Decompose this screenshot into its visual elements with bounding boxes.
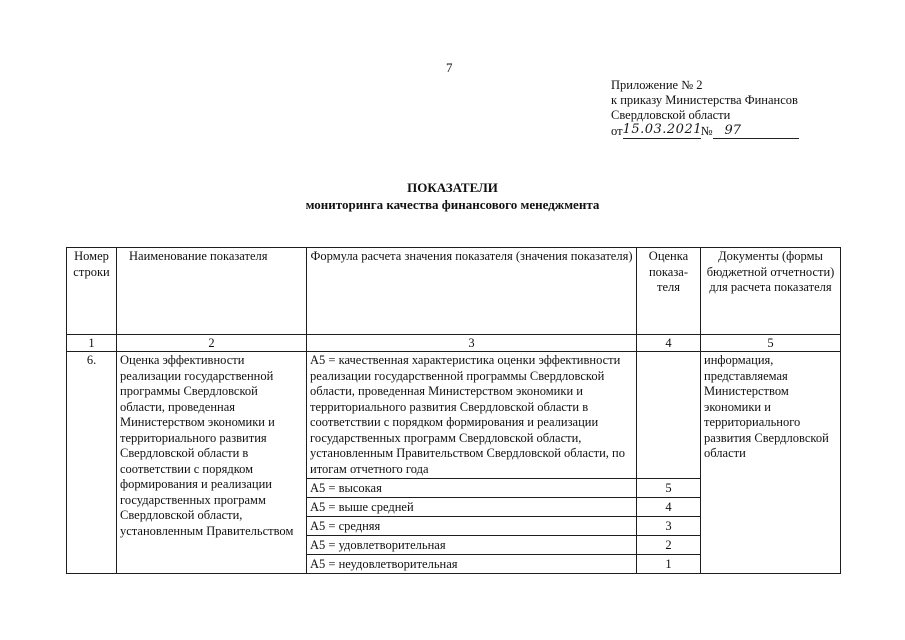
header-documents: Документы (формы бюджетной отчетности) для расчета показателя [701,248,841,335]
appendix-title: Приложение № 2 [611,78,703,92]
number-prefix: № [700,124,713,138]
column-number: 5 [701,335,841,352]
column-number: 2 [117,335,307,352]
indicator-name: Оценка эффективности реализации государственной программы Свердловской области, проведенная Министерством экономики и территориального развития Свердловской области в соответствии с порядком формирования и реализации государственных программ Свердловской области, установленным Правительством [117,352,307,574]
score-formula: А5 = неудовлетворительная [307,555,637,574]
document-subtitle: мониторинга качества финансового менеджмента [305,197,600,212]
score-value: 4 [637,498,701,517]
table-header-row [67,248,841,335]
header-formula: Формула расчета значения показателя (значения показателя) [307,248,637,335]
score-empty-cell [637,352,701,479]
date-prefix: от [611,124,623,138]
score-formula: А5 = высокая [307,479,637,498]
indicators-table [66,247,841,574]
source-documents: информация, представляемая Министерством экономики и территориального развития Свердловской области [701,352,841,574]
header-indicator-name: Наименование показателя [117,248,307,335]
appendix-date-number-line [611,123,799,139]
score-formula: А5 = выше средней [307,498,637,517]
score-formula: А5 = средняя [307,517,637,536]
row-number: 6. [67,352,117,574]
header-score: Оценка показа-теля [637,248,701,335]
table-row [67,352,841,479]
score-value: 5 [637,479,701,498]
document-title: ПОКАЗАТЕЛИ [407,180,498,195]
appendix-order-ref: к приказу Министерства Финансов [611,93,798,107]
handwritten-date: 15.03.2021 [622,122,702,137]
column-number: 3 [307,335,637,352]
column-number: 4 [637,335,701,352]
score-formula: А5 = удовлетворительная [307,536,637,555]
page-number: 7 [446,60,453,75]
score-value: 2 [637,536,701,555]
handwritten-number: 97 [713,124,799,139]
formula-description: А5 = качественная характеристика оценки эффективности реализации государственной программы Свердловской области, проведенная Министерством экономики и территориального развития Свердловской области в соответствии с порядком формирования и реализации государственных программ Свердловской области, установленным Правительством Свердловской области, по итогам отчетного года [307,352,637,479]
appendix-block [611,78,799,139]
header-row-number: Номер строки [67,248,117,335]
column-number: 1 [67,335,117,352]
score-value: 1 [637,555,701,574]
appendix-region: Свердловской области [611,108,731,122]
column-number-row [67,335,841,352]
score-value: 3 [637,517,701,536]
